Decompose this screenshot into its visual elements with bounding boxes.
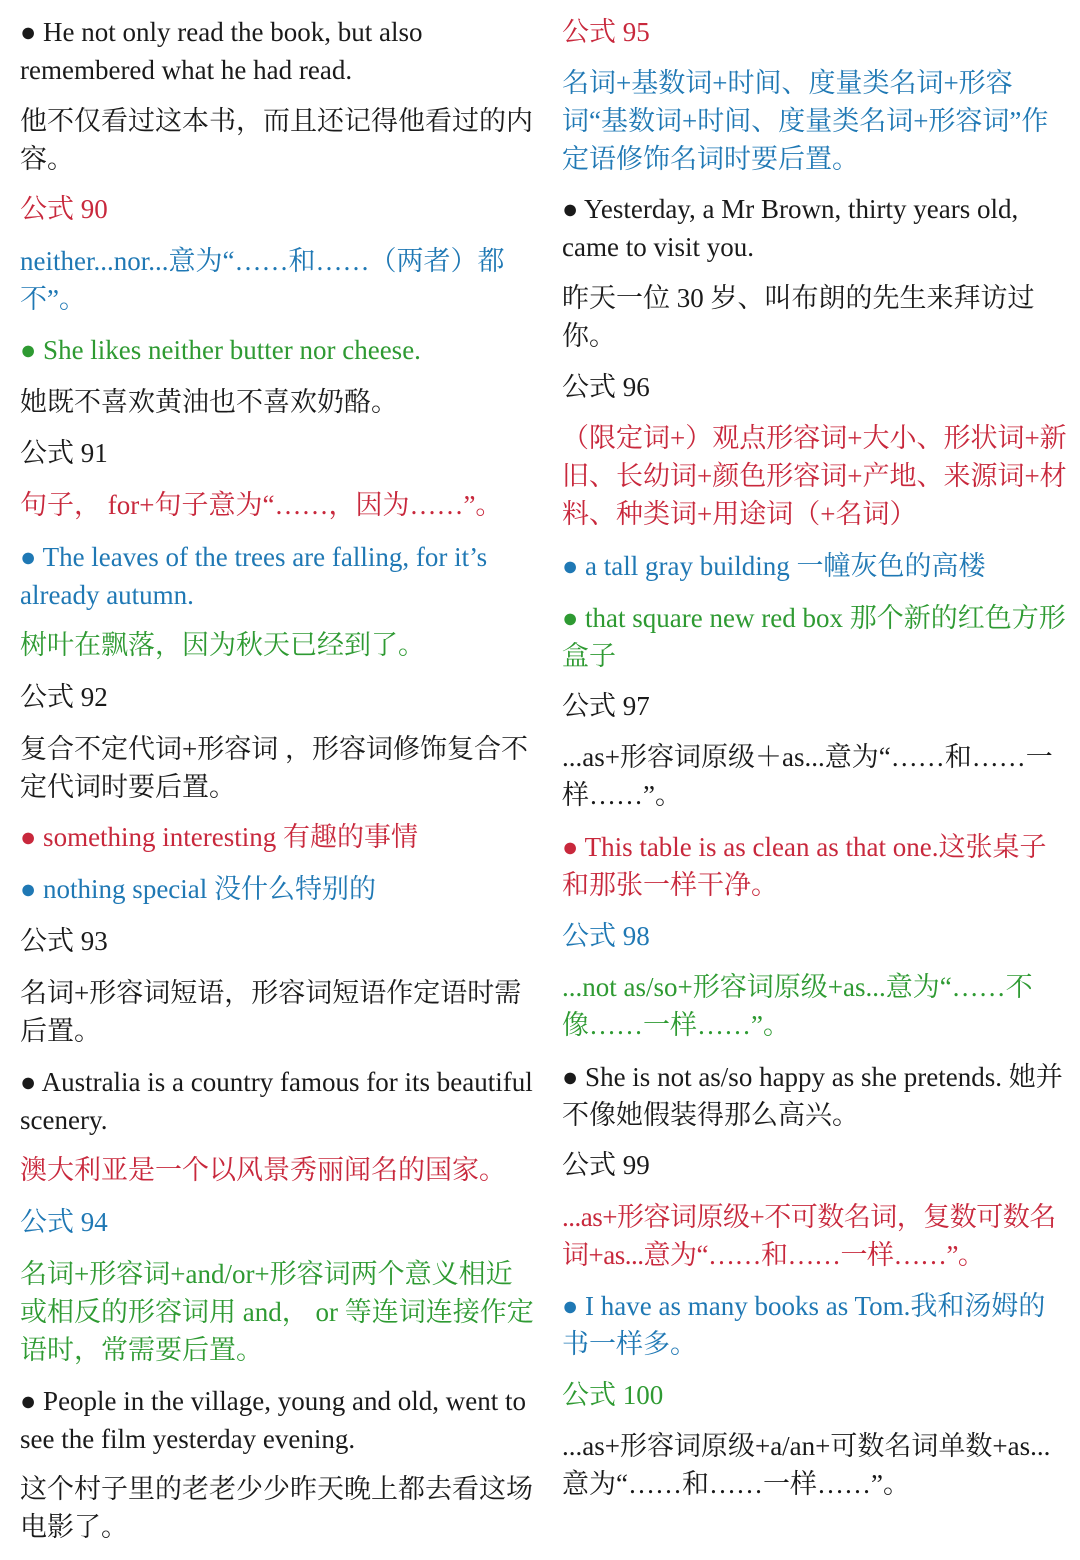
formula-rule-94: 名词+形容词+and/or+形容词两个意义相近或相反的形容词用 and， or 等连词连接作定语时，常需要后置。 (20, 1259, 534, 1365)
example-sentence-en: ● She likes neither butter nor cheese. (20, 335, 421, 365)
example-sentence-en: ● Australia is a country famous for its beautiful scenery. (20, 1067, 533, 1135)
formula-heading-96: 公式 96 (562, 372, 650, 402)
example-phrase: ● something interesting 有趣的事情 (20, 822, 419, 852)
example-phrase: ● a tall gray building 一幢灰色的高楼 (562, 551, 986, 581)
example-sentence: ● I have as many books as Tom.我和汤姆的书一样多。 (562, 1291, 1046, 1359)
example-translation-zh: 他不仅看过这本书，而且还记得他看过的内容。 (20, 106, 533, 174)
formula-heading-98: 公式 98 (562, 921, 650, 951)
formula-rule-96: （限定词+）观点形容词+大小、形状词+新旧、长幼词+颜色形容词+产地、来源词+材料、种类词+用途词（+名词） (562, 423, 1067, 529)
formula-heading-94: 公式 94 (20, 1207, 108, 1237)
formula-heading-97: 公式 97 (562, 691, 650, 721)
formula-rule-99: ...as+形容词原级+不可数名词，复数可数名词+as...意为“……和……一样……”。 (562, 1202, 1056, 1270)
formula-heading-93: 公式 93 (20, 926, 108, 956)
example-translation-zh: 树叶在飘落，因为秋天已经到了。 (20, 630, 425, 660)
formula-heading-95: 公式 95 (562, 17, 650, 47)
formula-rule-98: ...not as/so+形容词原级+as...意为“……不像……一样……”。 (562, 972, 1033, 1040)
formula-heading-99: 公式 99 (562, 1150, 650, 1180)
formula-rule-90: neither...nor...意为“……和……（两者）都不”。 (20, 246, 505, 314)
formula-rule-95: 名词+基数词+时间、度量类名词+形容词“基数词+时间、度量类名词+形容词”作定语修饰名词时要后置。 (562, 68, 1049, 174)
example-translation-zh: 这个村子里的老老少少昨天晚上都去看这场电影了。 (20, 1474, 533, 1542)
example-sentence-en: ● Yesterday, a Mr Brown, thirty years old, came to visit you. (562, 194, 1019, 262)
example-sentence-en: ● He not only read the book, but also remembered what he had read. (20, 17, 423, 85)
formula-heading-92: 公式 92 (20, 682, 108, 712)
example-sentence: ● She is not as/so happy as she pretends. 她并不像她假装得那么高兴。 (562, 1062, 1063, 1130)
formula-rule-92: 复合不定代词+形容词 ，形容词修饰复合不定代词时要后置。 (20, 734, 528, 802)
example-translation-zh: 昨天一位 30 岁、叫布朗的先生来拜访过你。 (562, 283, 1035, 351)
formula-heading-100: 公式 100 (562, 1380, 664, 1410)
example-phrase: ● that square new red box 那个新的红色方形盒子 (562, 603, 1066, 671)
example-translation-zh: 她既不喜欢黄油也不喜欢奶酪。 (20, 387, 398, 417)
example-sentence: ● This table is as clean as that one.这张桌子和那张一样干净。 (562, 832, 1047, 900)
example-phrase: ● nothing special 没什么特别的 (20, 874, 377, 904)
example-sentence-en: ● The leaves of the trees are falling, for it’s already autumn. (20, 542, 488, 610)
formula-rule-91: 句子， for+句子意为“……，因为……”。 (20, 490, 503, 520)
formula-rule-100: ...as+形容词原级+a/an+可数名词单数+as...意为“……和……一样……”。 (562, 1431, 1051, 1499)
formula-rule-97: ...as+形容词原级＋as...意为“……和……一样……”。 (562, 742, 1053, 810)
formula-heading-91: 公式 91 (20, 438, 108, 468)
example-translation-zh: 澳大利亚是一个以风景秀丽闻名的国家。 (20, 1155, 506, 1185)
example-sentence-en: ● People in the village, young and old, went to see the film yesterday evening. (20, 1386, 526, 1454)
formula-heading-90: 公式 90 (20, 194, 108, 224)
formula-rule-93: 名词+形容词短语，形容词短语作定语时需后置。 (20, 978, 522, 1046)
